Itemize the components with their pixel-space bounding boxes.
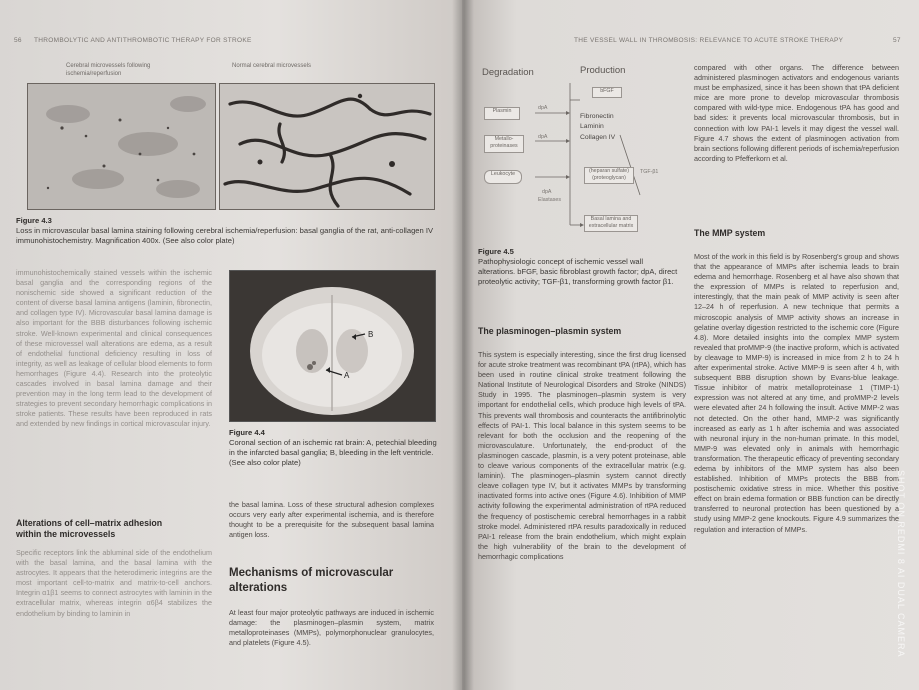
section-heading-alterations-line2: within the microvessels: [16, 529, 116, 539]
diagram-laminin: Laminin: [580, 123, 604, 130]
figure-4-5-diagram: [480, 55, 675, 245]
section-heading-alterations: [16, 518, 216, 540]
right-page: [462, 0, 919, 690]
camera-watermark: [892, 470, 908, 670]
diagram-leukocyte-box: Leukocyte: [484, 170, 522, 184]
diagram-degradation-label: Degradation: [482, 67, 534, 78]
section-heading-plasminogen: The plasminogen–plasmin system: [478, 326, 622, 336]
figure-4-4-label-a: A: [344, 371, 350, 380]
section-heading-mmp: The MMP system: [694, 228, 766, 238]
diagram-dpa-1: dpA: [538, 105, 548, 111]
figure-4-5-caption-title: Figure 4.5: [478, 247, 514, 256]
figure-4-3-caption: [16, 216, 438, 246]
section-mechanisms-text: At least four major proteolytic pathways are induced in ischemic damage: the plasminogen–plasmin system, matrix metalloproteinases (MMPs), polymorphonuclear granulocytes, and platelets (Figure 4.5).: [229, 608, 434, 648]
brain-section-image: [230, 271, 435, 421]
figure-4-5-caption: [478, 247, 678, 287]
figure-4-3-label-right: Normal cerebral microvessels: [232, 63, 312, 69]
micrograph-normal: [219, 83, 435, 210]
section-heading-mechanisms-line1: Mechanisms of microvascular: [229, 567, 394, 579]
diagram-tgf-label: TGF-β1: [640, 169, 659, 175]
diagram-collagen: Collagen IV: [580, 134, 616, 141]
figure-4-4-caption: [229, 428, 437, 468]
figure-4-4-caption-text: Coronal section of an ischemic rat brain: A, petechial bleeding in the infarcted basal ganglia; B, bleeding in the left ventricle. (See also color plate): [229, 438, 437, 467]
diagram-bfgf-box: bFGF: [592, 87, 622, 98]
section-heading-alterations-line1: Alterations of cell–matrix adhesion: [16, 518, 163, 528]
left-running-title: THROMBOLYTIC AND ANTITHROMBOTIC THERAPY FOR STROKE: [34, 37, 252, 44]
section-heading-mechanisms: [229, 566, 439, 596]
diagram-dpa-2: dpA: [538, 134, 548, 140]
right-page-number: 57: [893, 37, 901, 44]
right-running-title: THE VESSEL WALL IN THROMBOSIS: RELEVANCE TO ACUTE STROKE THERAPY: [574, 37, 844, 44]
section-plasminogen-text: This system is especially interesting, since the first drug licensed for acute stroke treatment was recombinant tPA (rtPA), which has been used in routine clinical stroke treatment following the National Institute of Neurological Disorders and Stroke (NINDS) Study in 1995. The plasminogen–plasmin system is very important for endothelial cells, which produce high levels of tPA. This prevents wall thrombosis and counteracts the antifibrinolytic effects of PAI-1. This local balance in this system seems to be relevant for both the occlusion and the reopening of the microvasculature. Unfortunately, the end-product of the plasminogen cascade, plasmin, is a very potent proteinase, able to cleave various components of the extracellular matrix (e.g. laminin). The plasminogen–plasmin system cannot directly cleave collagen type IV, but it activates MMPs by transforming inactivated forms into active ones (Figure 4.6). Inhibition of MMP activity following the experimental administration of rtPA reduced the frequency of postischemic cerebral hemorrhages in a rabbit stroke model. Administered rtPA results paradoxically in reduced PAI-1 release from the brain endothelium, which might explain the high vulnerability of the brain to the development of hemorrhagic complications: [478, 350, 686, 561]
section-mmp-text: Most of the work in this field is by Rosenberg's group and shows that the appearance of MMPs after ischemia leads to brain edema and hemorrhage. Rosenberg et al have also shown that the expression of MMPs is related to reperfusion and, interestingly, that the main peak of MMP activity is seen after 12–24 h of reperfusion. A new technique that permits a microscopic analysis of MMP activity shows an increase in gelatine overlay digestion restricted to the ischemic core (Figure 4.8). More detailed insights into the complex MMP system revealed that proMMP-9 (the inactive proform, which is activated by cleavage to MMP-9) is increased in mice from 2 h to 24 h after experimental stroke. Active MMP-9 is seen after 4 h, with subsequent BBB disruption shown by Evans-blue leakage. Tissue inhibitor of matrix metalloproteinase 1 (TIMP-1) expression was not altered at any time, and proMMP-2 levels were elevated after 24 h following the insult. Active MMP-2 was not detected. On the other hand, MMP-2 was significantly increased as early as 1 h after ischemia and was associated with neuronal injury in the non-human primate. In this model, MMP-9 was elevated only in animals with hemorrhagic transformation. The therapeutic efficacy of preventing secondary edema by inhibitors of the MMP system has also been established. Inhibition of MMPs protects the BBB from postischemic oxidative stress in mice. Whether this positive effect on brain edema formation or BBB function can be directly transferred to neuronal protection has been questioned by a study using MMP-2 gene knockouts. Figure 4.9 summarizes the regulation and interaction of MMPs.: [694, 252, 899, 534]
left-column-text: immunohistochemically stained vessels within the ischemic basal ganglia and the corresponding regions of the nonischemic side showed a significant reduction of the content of diverse basal lamina antigens (laminin, fibronectin, and collagen type IV). Microvascular basal lamina damage is also important for the BBB disturbances following ischemic stroke. Well-known experimental and clinical consequences of these microvessel wall alterations are edema, as a result of endothelial functional deficiency resulting in loss of integrity, as well as leakage of cellular blood elements to form hemorrhages (Figure 4.4). Research into the proteolytic cascades involved in basal lamina damage and their prevention may in the long term lead to the development of strategies to prevent secondary hemorrhagic complications in stroke patients. These results have been reproduced in rats and extended by new findings in cortical microvascular injury.: [16, 268, 212, 429]
figure-4-3-caption-text: Loss in microvascular basal lamina staining following cerebral ischemia/reperfusion: basal ganglia of the rat, anti-collagen IV immunohistochemistry. Magnification 400x. (See also color plate): [16, 226, 434, 245]
diagram-metalloproteinases-box: Metallo-proteinases: [484, 135, 524, 153]
diagram-elastases: Elastases: [538, 197, 561, 203]
micrograph-normal-image: [220, 84, 434, 209]
diagram-basal-lamina-box: Basal lamina and extracellular matrix: [584, 215, 638, 232]
micrograph-ischemic-image: [28, 84, 215, 209]
diagram-heparan-box: (heparan sulfate) (proteoglycan): [584, 167, 634, 184]
figure-4-5-caption-text: Pathophysiologic concept of ischemic vessel wall alterations. bFGF, basic fibroblast growth factor; dpA, direct proteolytic activity; TGF-β1, transforming growth factor β1.: [478, 257, 678, 286]
left-page-number: 56: [14, 37, 22, 44]
camera-watermark-text: SHOT ON REDMI 8 AI DUAL CAMERA: [896, 470, 906, 658]
diagram-dpa-3: dpA: [542, 189, 552, 195]
right-column-continuation: the basal lamina. Loss of these structural adhesion complexes occurs very early after experimental ischemia, and is therefore thought to be a prerequisite for the subsequent basal lamina antigen loss.: [229, 500, 434, 540]
figure-4-4-caption-title: Figure 4.4: [229, 428, 265, 437]
diagram-fibronectin: Fibronectin: [580, 113, 614, 120]
section-alterations-text: Specific receptors link the abluminal side of the endothelium with the basal lamina, and the basal lamina with the astrocytes. It appears that the heterodimeric integrins are the most important cell-to-matrix and matrix-to-cell anchors. Integrin α1β1 seems to connect astrocytes with laminin in the extracellular matrix, whereas integrin α6β4 stabilizes the endothelium by binding to laminin in: [16, 548, 212, 618]
diagram-plasmin-box: Plasmin: [484, 107, 520, 120]
section-heading-mechanisms-line2: alterations: [229, 582, 288, 594]
figure-4-4-label-b: B: [368, 330, 374, 339]
micrograph-ischemic: [27, 83, 216, 210]
book-gutter: [452, 0, 474, 690]
figure-4-4-image: [229, 270, 436, 422]
figure-4-3-label-left: Cerebral microvessels following ischemia/reperfusion: [66, 63, 151, 77]
right-page-top-text: compared with other organs. The difference between administered plasminogen activators and endogenous variants must be emphasized, since it has been shown that tPA deficient mice are more prone to develop microvascular thrombosis compared with wild-type mice. Endogenous tPA has good and bad sides: it prevents local microvascular thrombosis, but in connection with low PAI-1 levels it may digest the vessel wall. Figure 4.7 shows the extent of plasminogen activation from brain sections following different periods of ischemia/reperfusion according to Pfefferkorn et al.: [694, 63, 899, 163]
figure-4-3-caption-title: Figure 4.3: [16, 216, 52, 225]
diagram-production-label: Production: [580, 65, 626, 76]
